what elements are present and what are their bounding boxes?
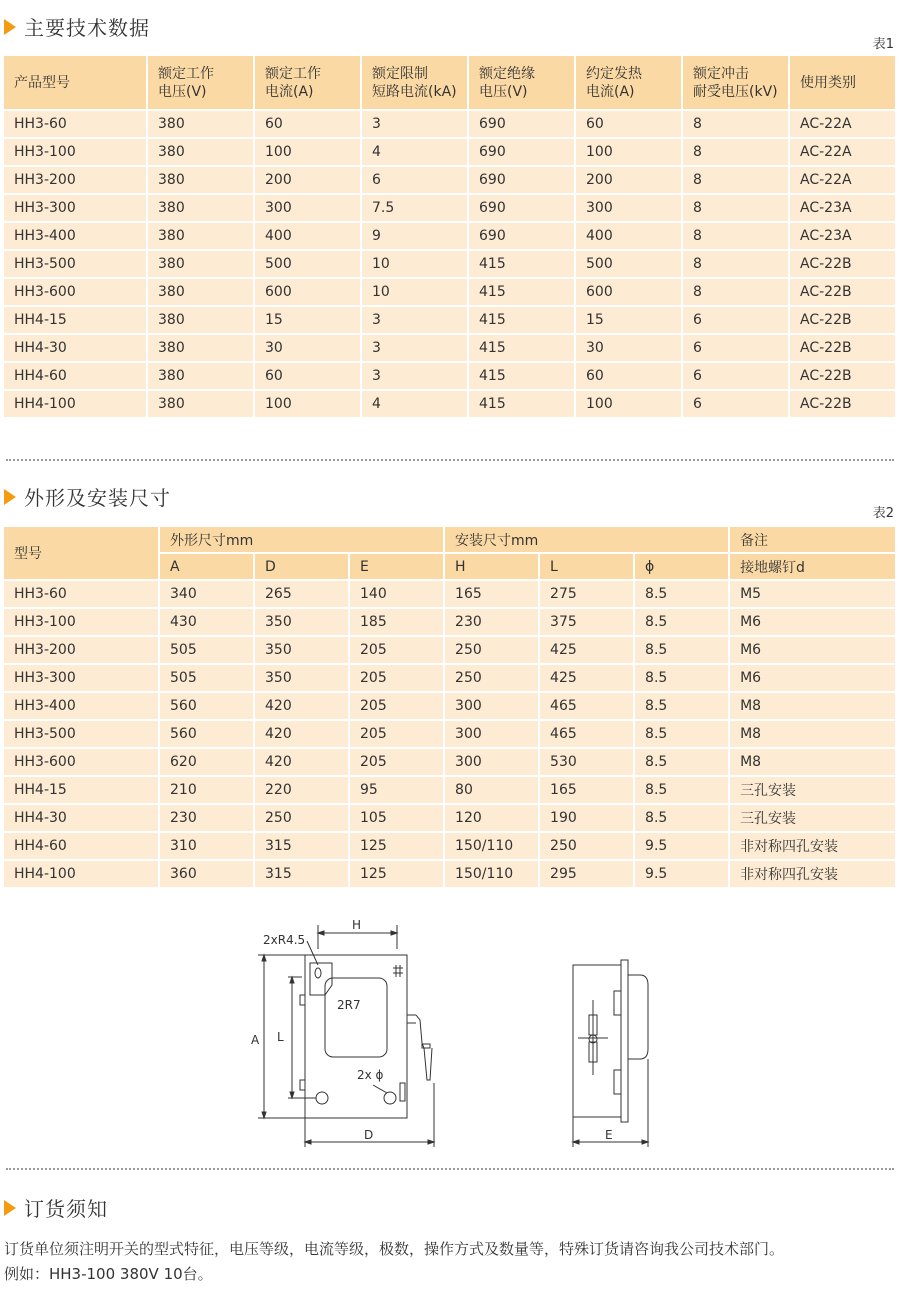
table-row	[4, 166, 895, 194]
table-cell: 3	[361, 334, 468, 362]
table1-header-row	[4, 56, 895, 110]
table2-install-group-header: 安装尺寸mm	[444, 527, 729, 553]
table-cell: 205	[349, 692, 444, 720]
table-cell: M8	[729, 748, 895, 776]
table-row	[4, 636, 895, 664]
table-row	[4, 138, 895, 166]
table-cell: 6	[682, 362, 789, 390]
section-title-order	[4, 1193, 108, 1222]
table-row	[4, 832, 895, 860]
table-cell: M8	[729, 720, 895, 748]
order-note-example: 例如：HH3-100 380V 10台。	[4, 1265, 213, 1283]
header-text-line: 额定限制	[372, 65, 428, 82]
table-cell: 8.5	[634, 776, 729, 804]
table-cell: 690	[468, 166, 575, 194]
table-cell: 165	[539, 776, 634, 804]
table-cell: 600	[254, 278, 361, 306]
table-cell: M8	[729, 692, 895, 720]
table-cell: 690	[468, 222, 575, 250]
table2-sub-header-cell: D	[254, 553, 349, 580]
drawing-label-l: L	[277, 1030, 284, 1044]
table-cell: 380	[147, 110, 254, 138]
table-cell: 275	[539, 580, 634, 608]
header-text-line: 额定工作	[265, 65, 321, 82]
table-cell: 8.5	[634, 664, 729, 692]
table-row	[4, 720, 895, 748]
table-cell: 15	[575, 306, 682, 334]
table-cell: 230	[159, 804, 254, 832]
table-cell: 8.5	[634, 720, 729, 748]
table-cell: AC-23A	[789, 194, 895, 222]
table-cell: 8.5	[634, 580, 729, 608]
section-title-text: 订货须知	[24, 1197, 108, 1221]
table-cell: HH4-15	[4, 776, 159, 804]
table-cell: 560	[159, 720, 254, 748]
table-cell: 30	[254, 334, 361, 362]
front-view-body	[305, 955, 407, 1118]
table-cell: 690	[468, 194, 575, 222]
table-cell: HH4-60	[4, 832, 159, 860]
section-title-text: 外形及安装尺寸	[24, 486, 171, 510]
table-cell: 8	[682, 278, 789, 306]
table-cell: 8	[682, 194, 789, 222]
table-cell: HH3-100	[4, 138, 147, 166]
table-cell: 8.5	[634, 748, 729, 776]
table-cell: HH3-200	[4, 636, 159, 664]
table-cell: 415	[468, 306, 575, 334]
table-cell: 415	[468, 390, 575, 418]
table-row	[4, 334, 895, 362]
table-cell: M6	[729, 636, 895, 664]
table-cell: 230	[444, 608, 539, 636]
dotted-divider	[6, 1168, 894, 1170]
table-cell: 60	[575, 362, 682, 390]
table-cell: AC-22A	[789, 138, 895, 166]
table-cell: 350	[254, 636, 349, 664]
table-row	[4, 860, 895, 888]
table-cell: 8	[682, 222, 789, 250]
table-cell: 500	[575, 250, 682, 278]
table-cell: 6	[682, 306, 789, 334]
table-cell: 375	[539, 608, 634, 636]
table-cell: 420	[254, 692, 349, 720]
table2-model-header: 型号	[4, 527, 159, 580]
table-cell: 220	[254, 776, 349, 804]
table-cell: 三孔安装	[729, 776, 895, 804]
dimension-drawing	[240, 915, 670, 1150]
table1-header-cell	[682, 56, 789, 110]
table-cell: 190	[539, 804, 634, 832]
header-text-line: 电流(A)	[586, 83, 635, 100]
table-cell: 210	[159, 776, 254, 804]
triangle-bullet-icon	[4, 19, 16, 35]
table-cell: 300	[444, 720, 539, 748]
header-text-line: 约定发热	[586, 65, 642, 82]
table-cell: 465	[539, 720, 634, 748]
table-row	[4, 194, 895, 222]
table-cell: 465	[539, 692, 634, 720]
table2-sub-header-cell: 接地螺钉d	[729, 553, 895, 580]
table-cell: M5	[729, 580, 895, 608]
table-cell: HH3-60	[4, 580, 159, 608]
table2-sub-header-cell: A	[159, 553, 254, 580]
table-row	[4, 222, 895, 250]
table-cell: 6	[682, 334, 789, 362]
table-cell: 4	[361, 138, 468, 166]
table-cell: HH3-500	[4, 250, 147, 278]
table-cell: 430	[159, 608, 254, 636]
table-cell: HH3-300	[4, 194, 147, 222]
table-cell: 350	[254, 608, 349, 636]
table-cell: AC-22A	[789, 110, 895, 138]
table-cell: HH4-100	[4, 860, 159, 888]
drawing-label-h: H	[352, 918, 362, 932]
table1-header-cell	[468, 56, 575, 110]
table-cell: AC-22B	[789, 250, 895, 278]
table-cell: 150/110	[444, 860, 539, 888]
table-cell: 205	[349, 636, 444, 664]
table-cell: 310	[159, 832, 254, 860]
table-cell: 380	[147, 390, 254, 418]
table-cell: 4	[361, 390, 468, 418]
header-text-line: 电压(V)	[158, 83, 207, 100]
table-cell: 3	[361, 362, 468, 390]
table-cell: AC-22B	[789, 334, 895, 362]
table-cell: 100	[254, 138, 361, 166]
drawing-label-2xphi: 2x ϕ	[357, 1068, 384, 1082]
table-cell: 505	[159, 664, 254, 692]
table-cell: 125	[349, 832, 444, 860]
header-text-line: 电流(A)	[265, 83, 314, 100]
table2-label: 表2	[872, 506, 894, 521]
order-note-line1: 订货单位须注明开关的型式特征，电压等级，电流等级，极数，操作方式及数量等，特殊订货请咨询我公司技术部门。	[4, 1240, 785, 1258]
drawing-label-2r7: 2R7	[337, 998, 361, 1012]
table-cell: 105	[349, 804, 444, 832]
table-cell: 205	[349, 748, 444, 776]
table-cell: 9.5	[634, 860, 729, 888]
table-row	[4, 608, 895, 636]
table1-header-cell	[254, 56, 361, 110]
table-cell: M6	[729, 664, 895, 692]
table-cell: 100	[575, 390, 682, 418]
table-cell: 8	[682, 110, 789, 138]
table-cell: 560	[159, 692, 254, 720]
header-text-line: 产品型号	[14, 74, 70, 91]
table-cell: HH3-400	[4, 222, 147, 250]
table-cell: 205	[349, 720, 444, 748]
table-row	[4, 306, 895, 334]
table-cell: 205	[349, 664, 444, 692]
table-cell: 8.5	[634, 608, 729, 636]
table-row	[4, 580, 895, 608]
table1-header-cell	[789, 56, 895, 110]
table-row	[4, 664, 895, 692]
table1-header-cell	[361, 56, 468, 110]
table-cell: 690	[468, 138, 575, 166]
table-cell: 8.5	[634, 804, 729, 832]
table-cell: 三孔安装	[729, 804, 895, 832]
table-cell: HH3-500	[4, 720, 159, 748]
table-row	[4, 776, 895, 804]
table-cell: 125	[349, 860, 444, 888]
table-cell: HH4-100	[4, 390, 147, 418]
table-cell: 60	[575, 110, 682, 138]
table-cell: 250	[444, 636, 539, 664]
table-cell: 400	[254, 222, 361, 250]
table-cell: 300	[444, 692, 539, 720]
table-cell: 6	[682, 390, 789, 418]
table1-label: 表1	[872, 37, 894, 52]
tech-data-table	[4, 56, 895, 419]
header-text-line: 额定绝缘	[479, 65, 535, 82]
table-cell: 9.5	[634, 832, 729, 860]
table-cell: 165	[444, 580, 539, 608]
table-cell: 120	[444, 804, 539, 832]
table-cell: 380	[147, 362, 254, 390]
table-cell: 8	[682, 138, 789, 166]
table-cell: 620	[159, 748, 254, 776]
table-cell: AC-22B	[789, 390, 895, 418]
table-cell: 非对称四孔安装	[729, 832, 895, 860]
table-cell: 7.5	[361, 194, 468, 222]
table-cell: 380	[147, 306, 254, 334]
table-cell: 300	[444, 748, 539, 776]
table-cell: 350	[254, 664, 349, 692]
header-text-line: 短路电流(kA)	[372, 83, 457, 100]
drawing-label-a: A	[251, 1033, 260, 1047]
table-cell: AC-22B	[789, 278, 895, 306]
table-cell: 6	[361, 166, 468, 194]
table-cell: AC-22B	[789, 362, 895, 390]
table-cell: 15	[254, 306, 361, 334]
table-cell: 415	[468, 250, 575, 278]
table-cell: 380	[147, 278, 254, 306]
table-cell: 415	[468, 362, 575, 390]
table-cell: 380	[147, 334, 254, 362]
drawing-label-e: E	[605, 1128, 613, 1142]
triangle-bullet-icon	[4, 489, 16, 505]
header-text-line: 使用类别	[800, 74, 856, 91]
table-cell: 300	[575, 194, 682, 222]
table-cell: HH3-600	[4, 278, 147, 306]
table-cell: 415	[468, 278, 575, 306]
drawing-label-d: D	[364, 1128, 374, 1142]
table-cell: HH3-300	[4, 664, 159, 692]
table-row	[4, 748, 895, 776]
table-cell: 150/110	[444, 832, 539, 860]
table2-note-group-header: 备注	[729, 527, 895, 553]
table1-header-cell	[147, 56, 254, 110]
header-text-line: 电压(V)	[479, 83, 528, 100]
table-row	[4, 110, 895, 138]
table-cell: HH4-30	[4, 804, 159, 832]
table-cell: 340	[159, 580, 254, 608]
table-cell: 95	[349, 776, 444, 804]
table-cell: HH3-400	[4, 692, 159, 720]
section-title-tech-data	[4, 12, 150, 41]
table-cell: M6	[729, 608, 895, 636]
table2-sub-header-cell: L	[539, 553, 634, 580]
header-text-line: 耐受电压(kV)	[693, 83, 778, 100]
table-cell: 9	[361, 222, 468, 250]
table-cell: 425	[539, 664, 634, 692]
table-cell: 3	[361, 110, 468, 138]
table-cell: AC-23A	[789, 222, 895, 250]
table-cell: 360	[159, 860, 254, 888]
table-cell: 250	[539, 832, 634, 860]
table-cell: 60	[254, 110, 361, 138]
table-cell: 600	[575, 278, 682, 306]
table-cell: 315	[254, 860, 349, 888]
table-cell: 315	[254, 832, 349, 860]
table2-outline-group-header: 外形尺寸mm	[159, 527, 444, 553]
table-cell: 200	[575, 166, 682, 194]
table-cell: 8	[682, 166, 789, 194]
table-cell: 530	[539, 748, 634, 776]
table-cell: HH4-30	[4, 334, 147, 362]
section-title-text: 主要技术数据	[24, 16, 150, 40]
table-cell: 100	[575, 138, 682, 166]
table2-group-header-row	[4, 527, 895, 553]
dotted-divider	[6, 459, 894, 461]
table-cell: 300	[254, 194, 361, 222]
table-cell: 250	[254, 804, 349, 832]
table-row	[4, 390, 895, 418]
dimensions-table	[4, 527, 895, 889]
table-cell: 8.5	[634, 692, 729, 720]
table-cell: 500	[254, 250, 361, 278]
table2-sub-header-cell: H	[444, 553, 539, 580]
table-cell: 380	[147, 194, 254, 222]
table-cell: 380	[147, 222, 254, 250]
table-cell: HH4-15	[4, 306, 147, 334]
table-cell: AC-22B	[789, 306, 895, 334]
table-row	[4, 362, 895, 390]
table-cell: 30	[575, 334, 682, 362]
table-cell: HH3-60	[4, 110, 147, 138]
table2-body	[4, 580, 895, 888]
table2-sub-header-cell: E	[349, 553, 444, 580]
table-row	[4, 278, 895, 306]
table-cell: 380	[147, 166, 254, 194]
table-cell: 8.5	[634, 636, 729, 664]
table-cell: 400	[575, 222, 682, 250]
table-cell: 420	[254, 748, 349, 776]
section-title-dimensions	[4, 482, 171, 511]
table-cell: 690	[468, 110, 575, 138]
table-cell: 非对称四孔安装	[729, 860, 895, 888]
table-cell: 10	[361, 250, 468, 278]
table-cell: 420	[254, 720, 349, 748]
table-cell: 265	[254, 580, 349, 608]
table-cell: 295	[539, 860, 634, 888]
header-text-line: 额定冲击	[693, 65, 749, 82]
table-cell: AC-22A	[789, 166, 895, 194]
table-cell: 250	[444, 664, 539, 692]
header-text-line: 额定工作	[158, 65, 214, 82]
table-cell: 140	[349, 580, 444, 608]
table-cell: 3	[361, 306, 468, 334]
table-cell: 60	[254, 362, 361, 390]
table-cell: 10	[361, 278, 468, 306]
table-cell: HH4-60	[4, 362, 147, 390]
table-cell: 380	[147, 250, 254, 278]
drawing-label-r45: 2xR4.5	[263, 933, 306, 947]
table2-sub-header-cell: ϕ	[634, 553, 729, 580]
table-cell: 80	[444, 776, 539, 804]
table-row	[4, 250, 895, 278]
table1-header-cell	[4, 56, 147, 110]
table-cell: 415	[468, 334, 575, 362]
table-cell: HH3-100	[4, 608, 159, 636]
table-cell: 185	[349, 608, 444, 636]
triangle-bullet-icon	[4, 1200, 16, 1216]
table-cell: 425	[539, 636, 634, 664]
table1-body	[4, 110, 895, 418]
table-cell: 8	[682, 250, 789, 278]
table-cell: 200	[254, 166, 361, 194]
table-cell: 380	[147, 138, 254, 166]
table-cell: HH3-600	[4, 748, 159, 776]
table-cell: HH3-200	[4, 166, 147, 194]
table-row	[4, 692, 895, 720]
table-cell: 505	[159, 636, 254, 664]
table1-header-cell	[575, 56, 682, 110]
table-cell: 100	[254, 390, 361, 418]
table-row	[4, 804, 895, 832]
